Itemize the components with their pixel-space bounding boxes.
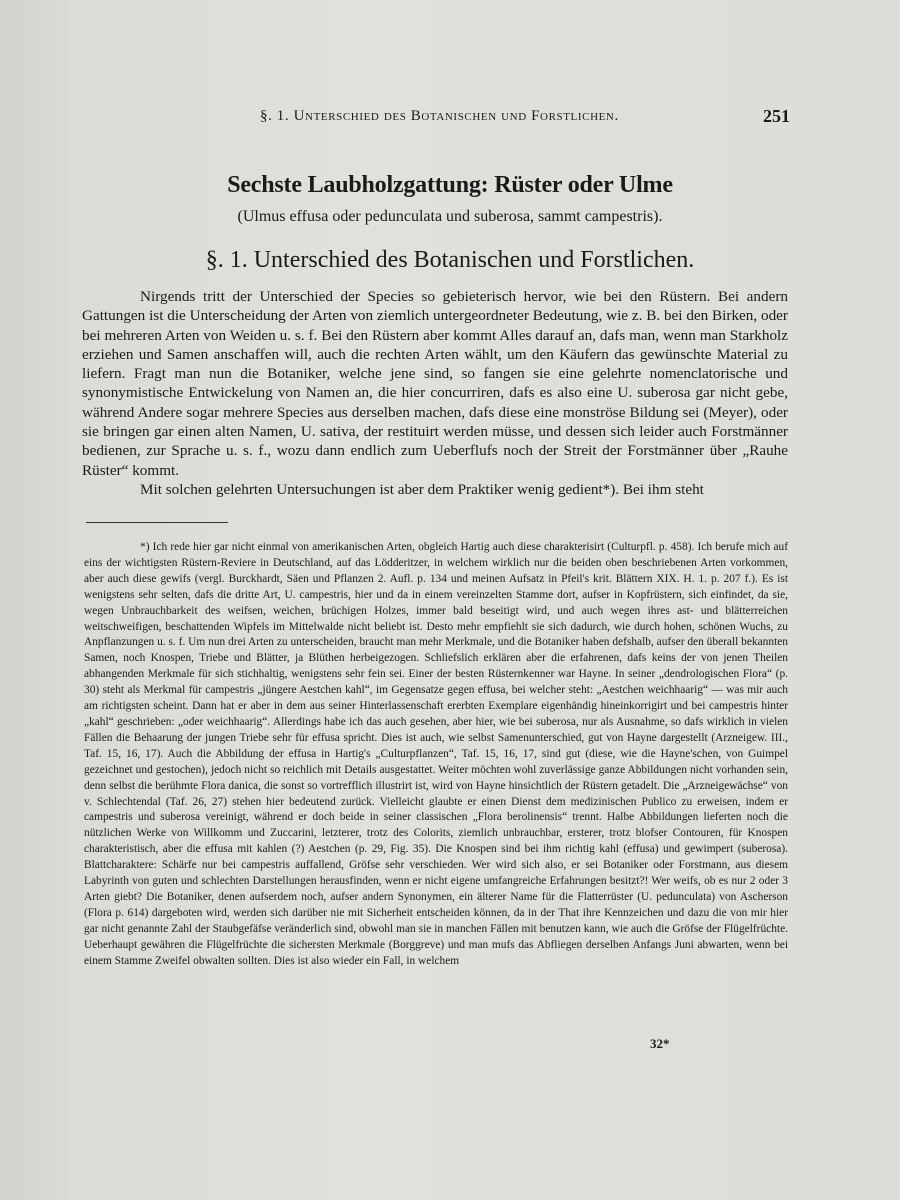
signature-mark: 32* <box>650 1036 670 1051</box>
section-title: §. 1. Unterschied des Botanischen und Forstlichen. <box>205 247 695 273</box>
page-number: 251 <box>763 106 790 126</box>
footnote <box>84 540 788 969</box>
footnote-text: *) Ich rede hier gar nicht einmal von amerikanischen Arten, obgleich Hartig auch diese charakterisirt (Culturpfl. p. 458). Ich berufe mich auf eins der wichtigsten Rüstern-Reviere in Deutschland, auf das Lödderitzer, in welchem wirklich nur die beiden oben beschriebenen Arten vorkommen, aber auch diese gewifs (vergl. Burckhardt, Säen und Pflanzen 2. Aufl. p. 134 und meinen Aufsatz in Pfeil's krit. Blättern XIX. H. 1. p. 207 f.). Es ist wenigstens sehr selten, dafs die dritte Art, U. campestris, hier und da in einem vereinzelten Stamme dort, aufser in Kopfrüstern, sich einfindet, da sie, wegen Unbrauchbarkeit des weifsen, weichen, brüchigen Holzes, immer bald beseitigt wird, und auch wegen ihres ast- und blätterreichen weitschweifigen, beschattenden Wipfels im Mittelwalde nicht beliebt ist. Desto mehr empfiehlt sie sich dadurch, wie durch hohen, schönen Wuchs, zu Anpflanzungen u. s. f. Um nun drei Arten zu unterscheiden, braucht man mehr Merkmale, und die Botaniker haben defshalb, aufser den überall bekannten Samen, noch Knospen, Triebe und Blätter, ja Blüthen herbeigezogen. Schliefslich erklären aber die erfahrenen, dafs keins der von jenen Theilen abhangenden Merkmale für sich stichhaltig, wenigstens sehr fein sei. Einer der besten Rüsternkenner war Hayne. In seiner „dendrologischen Flora“ (p. 30) steht als Merkmal für campestris „jüngere Aestchen kahl“, im Gegensatze gegen effusa, bei welcher steht: „Aestchen weichhaarig“ — was mir auch am richtigsten scheint. Dann hat er aber in dem aus seiner Hinterlassenschaft ererbten Exemplare eigenhändig hineinkorrigirt und bei campestris hinter „kahl“ geschrieben: „oder weichhaarig“. Allerdings habe ich das auch gesehen, aber hier, wie bei suberosa, nur als Ausnahme, so dafs wirklich in vielen Fällen die Behaarung der jungen Triebe sehr für effusa spricht. Dies ist auch, wie selbst Samenunterschied, gut von Hayne dargestellt (Arzneigew. III., Taf. 15, 16, 17). Auch die Abbildung der effusa in Hartig's „Culturpflanzen“, Taf. 15, 16, 17, sind gut (diese, wie die Hayne'schen, von Guimpel gezeichnet und gestochen), jedoch nicht so reichlich mit Details ausgestattet. Weiter möchten wohl zuverlässige ganze Abbildungen nicht vorhanden sein, denn selbst die berühmte Flora danica, die sonst so vortrefflich illustrirt ist, wird von Hayne hinsichtlich der Rüstern getadelt. Die „Arzneigewächse“ von v. Schlechtendal (Taf. 26, 27) stehen hier bedeutend zurück. Vielleicht glaubte er einen Dienst dem medizinischen Publico zu erweisen, indem er campestris und suberosa vereinigt, während er doch beide in seiner classischen „Flora berolinensis“ trennt. Halbe Abbildungen lieferten noch die nützlichen Werke von Willkomm und Zuccarini, letzterer, trotz des Colorits, ziemlich unbrauchbar, ersterer, trotz blofser Contouren, für Knospen charakteristisch, aber die effusa mit kahlen (?) Aestchen (p. 29, Fig. 35). Die Knospen sind bei ihm richtig kahl (effusa) und gewimpert (suberosa). Blattcharaktere: Schärfe nur bei campestris auffallend, Gröfse sehr verschieden. Wer wird sich also, er sei Botaniker oder Forstmann, aus diesem Labyrinth von guten und schlechten Darstellungen herausfinden, wenn er nicht eigene umfangreiche Erfahrungen besitzt?! Wer weifs, ob es nur 2 oder 3 Arten giebt? Die Botaniker, denen aufserdem noch, aufser andern Synonymen, ein älterer Name für die Flatterrüster (U. pedunculata) von Ascherson (Flora p. 614) dargeboten wird, werden sich darüber nie mit Sicherheit entscheiden können, da in der That ihre Kennzeichen und dazu die von mir hier gar nicht genannte Zahl der Staubgefäfse veränderlich sind, obwohl man sie in manchen Fällen mit benutzen kann, wie auch die Gröfse der Flügelfrüchte. Ueberhaupt gewähren die Flügelfrüchte die sichersten Merkmale (Borggreve) und man mufs das Abfliegen derselben Anfangs Juni abwarten, wenn bei einem Stamme Zweifel obwalten sollten. Dies ist also wieder ein Fall, in welchem <box>84 541 788 967</box>
footnote-divider <box>86 522 228 523</box>
paragraph-2: Mit solchen gelehrten Untersuchungen ist aber dem Praktiker wenig gedient*). Bei ihm steht <box>140 480 704 498</box>
running-head-title: §. 1. Unterschied des Botanischen und Forstlichen. <box>260 108 619 124</box>
chapter-subtitle: (Ulmus effusa oder pedunculata und suberosa, sammt campestris). <box>237 208 663 225</box>
main-text <box>82 287 788 499</box>
chapter-title: Sechste Laubholzgattung: Rüster oder Ulme <box>227 172 673 198</box>
running-head <box>80 108 790 132</box>
paragraph-1: Nirgends tritt der Unterschied der Species so gebieterisch hervor, wie bei den Rüstern. Bei andern Gattungen ist die Unterscheidung der Arten von ziemlich untergeordneter Bedeutung, wie z. B. bei den Birken, oder bei mehreren Arten von Weiden u. s. f. Bei den Rüstern aber kommt Alles darauf an, dafs man, wenn man Starkholz erziehen und Samen anschaffen will, auch die rechten Arten wählt, um den Käufern das gewünschte Material zu liefern. Fragt man nun die Botaniker, welche jene sind, so fangen sie eine gelehrte nomenclatorische und synonymistische Entwickelung von Namen an, die hier concurriren, dafs es also eine U. suberosa gar nicht gebe, während Andere sogar mehrere Species aus derselben machen, dafs diese eine monströse Bildung sei (Meyer), oder sie bringen gar einen alten Namen, U. sativa, der restituirt werden müsse, und dessen sich leider auch Forstmänner bedienen, zur Sprache u. s. f., wozu dann endlich zum Ueberflufs noch der Streit der Forstmänner über „Rauhe Rüster“ kommt. <box>82 288 788 479</box>
